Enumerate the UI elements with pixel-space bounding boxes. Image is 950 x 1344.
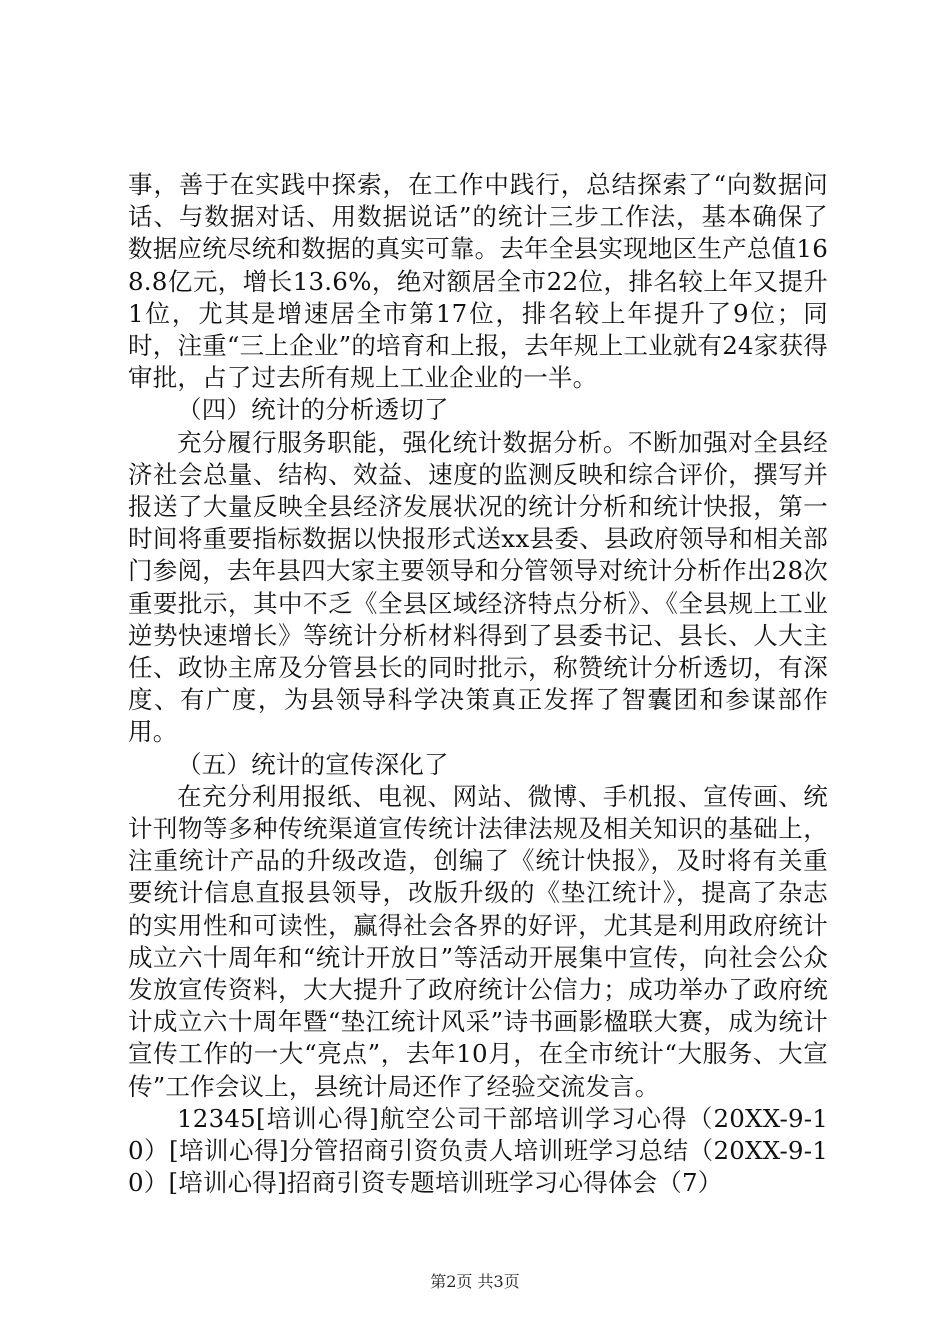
paragraph-analysis: 充分履行服务职能，强化统计数据分析。不断加强对全县经济社会总量、结构、效益、速度的监测反映和综合评价，撰写并报送了大量反映全县经济发展状况的统计分析和统计快报，第一时间将重要指标数据以快报形式送xx县委、县政府领导和相关部门参阅，去年县四大家主要领导和分管领导对统计分析作出28次重要批示，其中不乏《全县区域经济特点分析》、《全县规上工业逆势快速增长》等统计分析材料得到了县委书记、县长、人大主任、政协主席及分管县长的同时批示，称赞统计分析透切，有深度、有广度，为县领导科学决策真正发挥了智囊团和参谋部作用。	[128, 427, 828, 747]
document-body	[128, 169, 828, 1200]
paragraph-continuation: 事，善于在实践中探索，在工作中践行，总结探索了“向数据问话、与数据对话、用数据说话”的统计三步工作法，基本确保了数据应统尽统和数据的真实可靠。去年全县实现地区生产总值168.8亿元，增长13.6%，绝对额居全市22位，排名较上年又提升1位，尤其是增速居全市第17位，排名较上年提升了9位；同时，注重“三上企业”的培育和上报，去年规上工业就有24家获得审批，占了过去所有规上工业企业的一半。	[128, 170, 828, 393]
related-articles-list: 12345[培训心得]航空公司干部培训学习心得（20XX-9-10）[培训心得]分管招商引资负责人培训班学习总结（20XX-9-10）[培训心得]招商引资专题培训班学习心得体会（7）	[128, 1103, 828, 1198]
paragraph-publicity: 在充分利用报纸、电视、网站、微博、手机报、宣传画、统计刊物等多种传统渠道宣传统计法律法规及相关知识的基础上，注重统计产品的升级改造，创编了《统计快报》，及时将有关重要统计信息直报县领导，改版升级的《垫江统计》，提高了杂志的实用性和可读性，赢得社会各界的好评，尤其是利用政府统计成立六十周年和“统计开放日”等活动开展集中宣传，向社会公众发放宣传资料，大大提升了政府统计公信力；成功举办了政府统计成立六十周年暨“垫江统计风采”诗书画影楹联大赛，成为统计宣传工作的一大“亮点”，去年10月，在全市统计“大服务、大宣传”工作会议上，县统计局还作了经验交流发言。	[128, 781, 828, 1101]
page-footer: 第2页 共3页	[430, 1272, 520, 1291]
section-heading-5: （五）统计的宣传深化了	[177, 749, 449, 779]
section-heading-4: （四）统计的分析透切了	[177, 395, 449, 425]
